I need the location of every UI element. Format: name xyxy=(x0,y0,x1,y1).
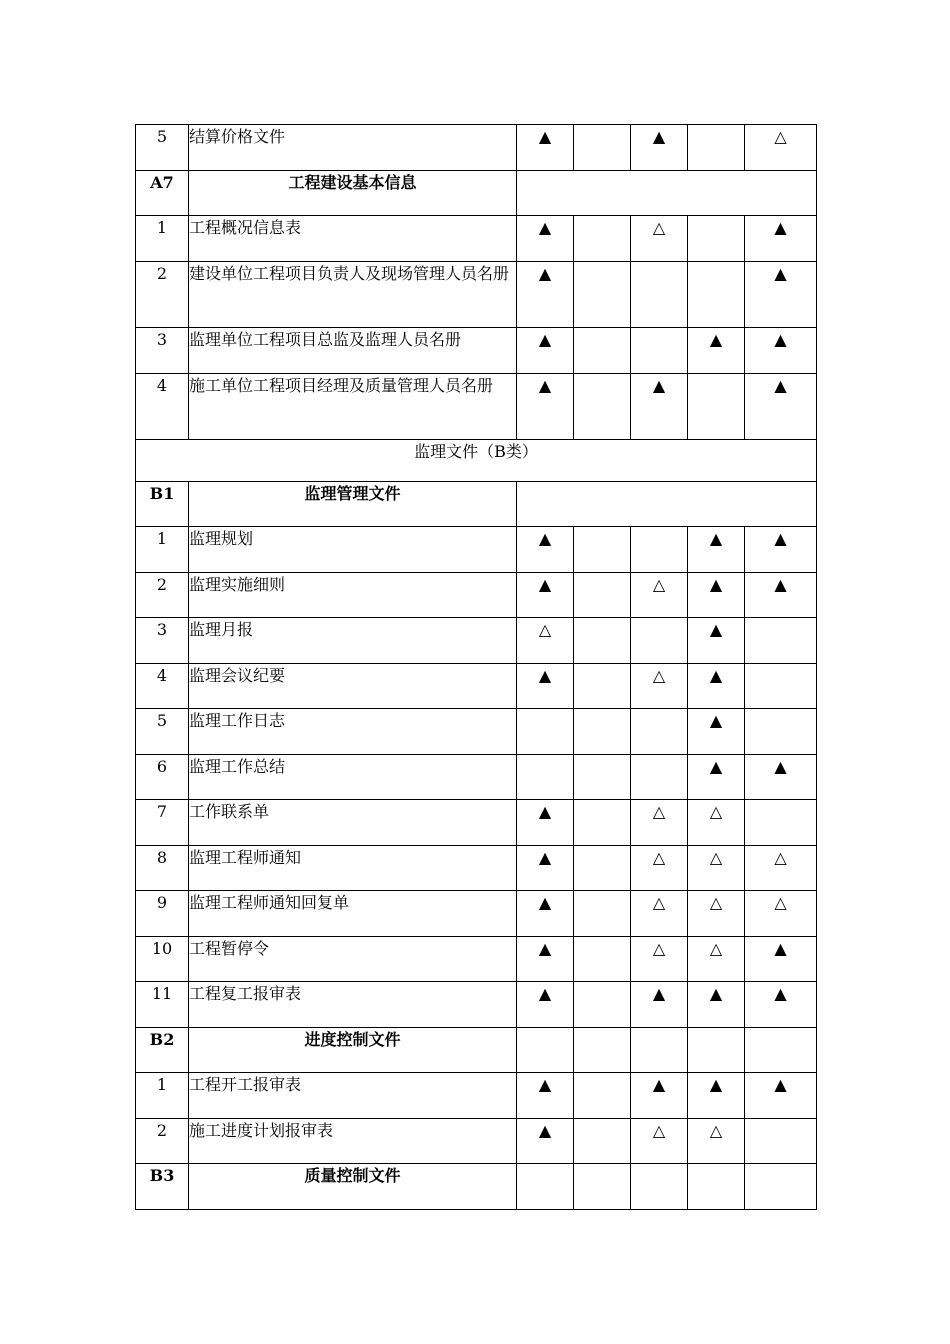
requirement-mark: ▲ xyxy=(688,527,745,573)
requirement-mark: ▲ xyxy=(745,527,817,573)
category-row xyxy=(136,482,817,527)
requirement-mark: ▲ xyxy=(745,573,817,618)
requirement-mark: △ xyxy=(631,891,688,937)
requirement-mark: ▲ xyxy=(517,1073,574,1119)
item-name: 建设单位工程项目负责人及现场管理人员名册 xyxy=(189,262,517,328)
requirement-mark: △ xyxy=(745,891,817,937)
requirement-mark: ▲ xyxy=(517,937,574,982)
table-row xyxy=(136,664,817,709)
requirement-mark: ▲ xyxy=(688,709,745,755)
requirement-mark: ▲ xyxy=(631,982,688,1028)
requirement-mark xyxy=(574,846,631,891)
requirement-mark xyxy=(745,709,817,755)
requirement-mark: ▲ xyxy=(688,664,745,709)
requirement-mark: ▲ xyxy=(517,374,574,440)
table-row xyxy=(136,846,817,891)
requirement-mark xyxy=(631,328,688,374)
requirement-mark: ▲ xyxy=(517,1119,574,1164)
requirement-mark: △ xyxy=(745,846,817,891)
category-row xyxy=(136,1164,817,1210)
requirement-mark xyxy=(574,125,631,171)
item-name: 监理实施细则 xyxy=(189,573,517,618)
item-name: 结算价格文件 xyxy=(189,125,517,171)
table-row xyxy=(136,982,817,1028)
item-number: 6 xyxy=(136,755,189,800)
requirement-mark xyxy=(631,527,688,573)
table-row xyxy=(136,800,817,846)
empty-cell xyxy=(688,1028,745,1073)
table-row xyxy=(136,374,817,440)
table-row xyxy=(136,618,817,664)
category-title: 工程建设基本信息 xyxy=(189,171,517,216)
requirement-mark xyxy=(574,1073,631,1119)
category-row xyxy=(136,1028,817,1073)
requirement-mark xyxy=(631,262,688,328)
item-number: 1 xyxy=(136,216,189,262)
category-title: 进度控制文件 xyxy=(189,1028,517,1073)
requirement-mark: △ xyxy=(688,846,745,891)
requirement-mark: ▲ xyxy=(745,937,817,982)
requirement-mark xyxy=(574,891,631,937)
table-row xyxy=(136,328,817,374)
empty-cell xyxy=(688,1164,745,1210)
item-name: 施工进度计划报审表 xyxy=(189,1119,517,1164)
requirement-mark: ▲ xyxy=(745,374,817,440)
requirement-mark: △ xyxy=(688,800,745,846)
requirement-mark: △ xyxy=(631,937,688,982)
requirement-mark xyxy=(745,618,817,664)
section-header-row xyxy=(136,440,817,482)
empty-cell xyxy=(517,1164,574,1210)
archive-file-table xyxy=(135,124,817,1210)
category-row xyxy=(136,171,817,216)
requirement-mark xyxy=(517,709,574,755)
requirement-mark xyxy=(574,374,631,440)
requirement-mark: ▲ xyxy=(688,982,745,1028)
item-number: 2 xyxy=(136,1119,189,1164)
requirement-mark: ▲ xyxy=(745,262,817,328)
requirement-mark xyxy=(574,755,631,800)
empty-cell xyxy=(631,1028,688,1073)
item-number: 7 xyxy=(136,800,189,846)
requirement-mark xyxy=(745,800,817,846)
requirement-mark: △ xyxy=(631,664,688,709)
category-title: 质量控制文件 xyxy=(189,1164,517,1210)
empty-cell xyxy=(517,1028,574,1073)
requirement-mark xyxy=(574,937,631,982)
item-number: 5 xyxy=(136,709,189,755)
empty-cell xyxy=(517,171,817,216)
requirement-mark xyxy=(574,982,631,1028)
requirement-mark xyxy=(631,709,688,755)
item-name: 工程复工报审表 xyxy=(189,982,517,1028)
requirement-mark: ▲ xyxy=(631,1073,688,1119)
empty-cell xyxy=(574,1164,631,1210)
item-number: 4 xyxy=(136,664,189,709)
requirement-mark: ▲ xyxy=(745,755,817,800)
requirement-mark: ▲ xyxy=(517,216,574,262)
table-row xyxy=(136,216,817,262)
requirement-mark xyxy=(574,800,631,846)
requirement-mark: △ xyxy=(631,573,688,618)
requirement-mark: ▲ xyxy=(688,755,745,800)
table-row xyxy=(136,262,817,328)
item-name: 监理工作日志 xyxy=(189,709,517,755)
requirement-mark: △ xyxy=(631,216,688,262)
requirement-mark xyxy=(574,262,631,328)
requirement-mark: ▲ xyxy=(631,125,688,171)
item-name: 监理工程师通知 xyxy=(189,846,517,891)
item-number: 2 xyxy=(136,573,189,618)
requirement-mark: ▲ xyxy=(517,664,574,709)
table-row xyxy=(136,1073,817,1119)
category-title: 监理管理文件 xyxy=(189,482,517,527)
requirement-mark: △ xyxy=(631,1119,688,1164)
requirement-mark xyxy=(574,573,631,618)
item-name: 工程暂停令 xyxy=(189,937,517,982)
item-name: 施工单位工程项目经理及质量管理人员名册 xyxy=(189,374,517,440)
requirement-mark xyxy=(574,527,631,573)
item-number: 11 xyxy=(136,982,189,1028)
requirement-mark: ▲ xyxy=(517,573,574,618)
item-name: 监理单位工程项目总监及监理人员名册 xyxy=(189,328,517,374)
category-code: B2 xyxy=(136,1028,189,1073)
empty-cell xyxy=(574,1028,631,1073)
requirement-mark xyxy=(574,328,631,374)
requirement-mark: ▲ xyxy=(745,328,817,374)
requirement-mark: △ xyxy=(688,891,745,937)
requirement-mark xyxy=(745,1119,817,1164)
requirement-mark xyxy=(517,755,574,800)
item-number: 8 xyxy=(136,846,189,891)
requirement-mark: ▲ xyxy=(517,527,574,573)
requirement-mark: ▲ xyxy=(517,982,574,1028)
item-number: 5 xyxy=(136,125,189,171)
requirement-mark xyxy=(688,125,745,171)
requirement-mark: ▲ xyxy=(517,891,574,937)
table-row xyxy=(136,937,817,982)
empty-cell xyxy=(631,1164,688,1210)
requirement-mark xyxy=(688,262,745,328)
requirement-mark: ▲ xyxy=(745,1073,817,1119)
requirement-mark: ▲ xyxy=(745,216,817,262)
requirement-mark xyxy=(574,1119,631,1164)
requirement-mark xyxy=(745,664,817,709)
category-code: B3 xyxy=(136,1164,189,1210)
table-row xyxy=(136,709,817,755)
category-code: A7 xyxy=(136,171,189,216)
item-number: 1 xyxy=(136,1073,189,1119)
requirement-mark: △ xyxy=(745,125,817,171)
item-number: 1 xyxy=(136,527,189,573)
table-row xyxy=(136,891,817,937)
item-number: 3 xyxy=(136,328,189,374)
requirement-mark: ▲ xyxy=(688,618,745,664)
empty-cell xyxy=(745,1164,817,1210)
requirement-mark: ▲ xyxy=(517,125,574,171)
table-row xyxy=(136,573,817,618)
requirement-mark xyxy=(574,664,631,709)
requirement-mark xyxy=(574,709,631,755)
item-number: 9 xyxy=(136,891,189,937)
table-row xyxy=(136,125,817,171)
requirement-mark: △ xyxy=(631,800,688,846)
item-number: 3 xyxy=(136,618,189,664)
requirement-mark xyxy=(688,374,745,440)
requirement-mark xyxy=(574,618,631,664)
item-name: 监理月报 xyxy=(189,618,517,664)
table-row xyxy=(136,1119,817,1164)
requirement-mark: ▲ xyxy=(517,846,574,891)
requirement-mark: △ xyxy=(688,937,745,982)
item-name: 监理工作总结 xyxy=(189,755,517,800)
requirement-mark xyxy=(631,755,688,800)
requirement-mark: △ xyxy=(517,618,574,664)
category-code: B1 xyxy=(136,482,189,527)
requirement-mark xyxy=(574,216,631,262)
requirement-mark: ▲ xyxy=(517,328,574,374)
item-number: 10 xyxy=(136,937,189,982)
requirement-mark xyxy=(631,618,688,664)
item-name: 工程概况信息表 xyxy=(189,216,517,262)
requirement-mark: ▲ xyxy=(688,573,745,618)
item-name: 工作联系单 xyxy=(189,800,517,846)
item-name: 监理规划 xyxy=(189,527,517,573)
requirement-mark: ▲ xyxy=(517,800,574,846)
table-row xyxy=(136,755,817,800)
requirement-mark xyxy=(688,216,745,262)
section-title: 监理文件（B类） xyxy=(136,440,817,482)
requirement-mark: ▲ xyxy=(631,374,688,440)
item-number: 2 xyxy=(136,262,189,328)
requirement-mark: ▲ xyxy=(745,982,817,1028)
item-name: 监理工程师通知回复单 xyxy=(189,891,517,937)
requirement-mark: ▲ xyxy=(517,262,574,328)
item-name: 监理会议纪要 xyxy=(189,664,517,709)
empty-cell xyxy=(745,1028,817,1073)
requirement-mark: △ xyxy=(688,1119,745,1164)
empty-cell xyxy=(517,482,817,527)
item-number: 4 xyxy=(136,374,189,440)
requirement-mark: ▲ xyxy=(688,1073,745,1119)
requirement-mark: △ xyxy=(631,846,688,891)
table-row xyxy=(136,527,817,573)
item-name: 工程开工报审表 xyxy=(189,1073,517,1119)
requirement-mark: ▲ xyxy=(688,328,745,374)
